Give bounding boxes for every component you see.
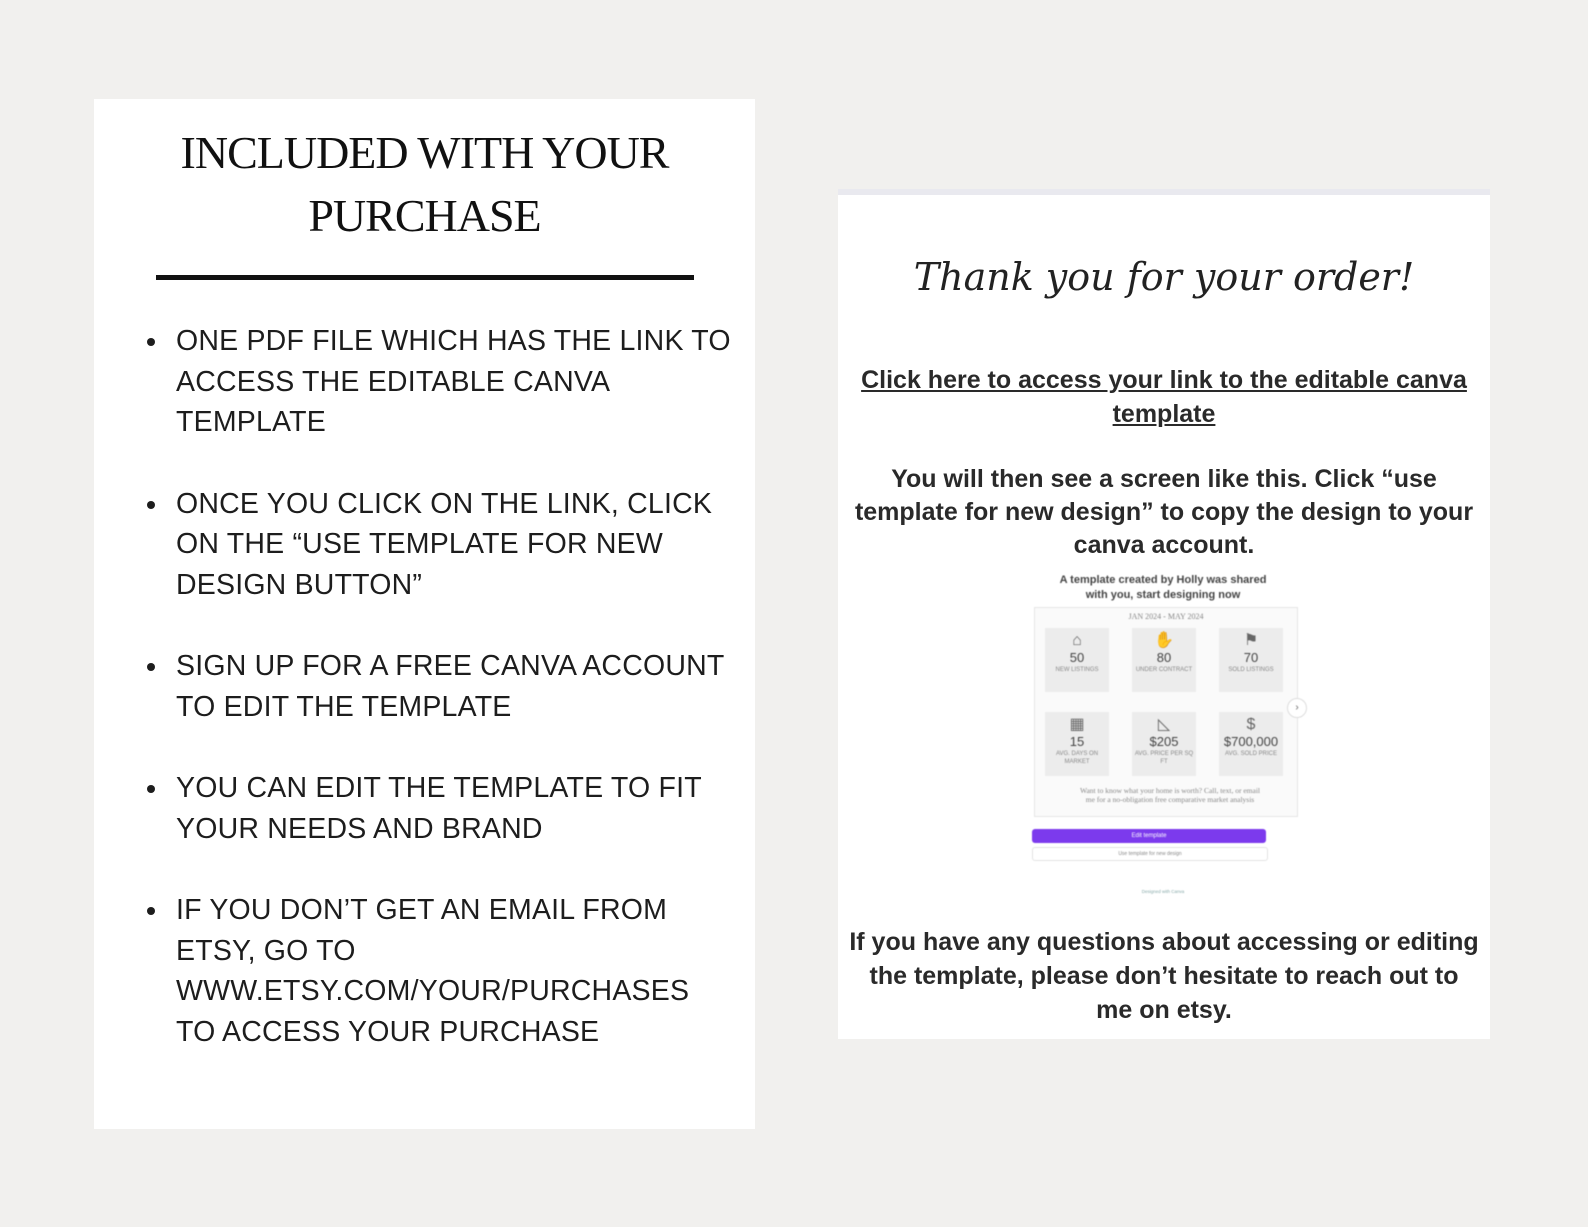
date-range: JAN 2024 - MAY 2024 (1128, 612, 1204, 621)
stat-value: $700,000 (1223, 734, 1279, 749)
share-header (1018, 573, 1308, 603)
use-template-button[interactable]: Use template for new design (1032, 847, 1268, 861)
stat-tile (1045, 628, 1109, 692)
title-divider (156, 275, 694, 280)
included-title (94, 121, 755, 247)
canva-share-screenshot (1018, 573, 1308, 903)
stat-value: 70 (1243, 650, 1259, 665)
edit-template-button[interactable]: Edit template (1032, 829, 1266, 843)
list-item: SIGN UP FOR A FREE CANVA ACCOUNT TO EDIT THE TEMPLATE (176, 646, 736, 727)
stat-value: $205 (1149, 734, 1179, 749)
stat-label: AVG. SOLD PRICE (1225, 751, 1277, 757)
included-title-line1: INCLUDED WITH YOUR (180, 127, 669, 178)
stat-label: AVG. DAYS ON MARKET (1055, 751, 1099, 765)
stat-tile (1132, 712, 1196, 776)
list-item: ONE PDF FILE WHICH HAS THE LINK TO ACCESS THE EDITABLE CANVA TEMPLATE (176, 321, 736, 443)
included-title-line2: PURCHASE (308, 190, 541, 241)
stat-label: UNDER CONTRACT (1135, 667, 1193, 673)
ruler-icon: ◺ (1157, 716, 1171, 733)
stat-value: 50 (1069, 650, 1085, 665)
stat-value: 15 (1069, 734, 1085, 749)
share-header-line1: A template created by Holly was shared (1059, 574, 1267, 586)
instructions-text: You will then see a screen like this. Click “use template for new design” to copy the design to your canva account. (854, 465, 1474, 559)
stat-tile (1219, 628, 1283, 692)
next-arrow-icon[interactable]: › (1287, 698, 1307, 718)
stat-tile (1132, 628, 1196, 692)
template-preview (1034, 607, 1298, 817)
stat-tile (1045, 712, 1109, 776)
included-card (94, 99, 755, 1129)
stat-tile (1219, 712, 1283, 776)
handshake-icon: ✋ (1154, 632, 1174, 649)
stat-label: NEW LISTINGS (1055, 667, 1099, 673)
list-item: IF YOU DON’T GET AN EMAIL FROM ETSY, GO TO WWW.ETSY.COM/YOUR/PURCHASES TO ACCESS YOUR PURCHASE (176, 890, 736, 1052)
included-list (176, 321, 736, 1093)
sold-sign-icon: ⚑ (1243, 632, 1259, 649)
stat-value: 80 (1156, 650, 1172, 665)
calendar-icon: ▦ (1069, 716, 1085, 733)
dollar-icon: $ (1246, 716, 1256, 733)
cma-note: Want to know what your home is worth? Call, text, or email me for a no-obligation free comparative market analysis (1080, 786, 1260, 804)
designed-with-canva: Designed with Canva (1141, 889, 1185, 894)
stat-label: SOLD LISTINGS (1228, 667, 1274, 673)
access-template-link[interactable]: Click here to access your link to the editable canva template (861, 366, 1467, 428)
share-header-line2: with you, start designing now (1085, 589, 1241, 601)
list-item: YOU CAN EDIT THE TEMPLATE TO FIT YOUR NEEDS AND BRAND (176, 768, 736, 849)
pdf-preview-card (838, 189, 1490, 1039)
list-item: ONCE YOU CLICK ON THE LINK, CLICK ON THE “USE TEMPLATE FOR NEW DESIGN BUTTON” (176, 484, 736, 606)
questions-text: If you have any questions about accessing or editing the template, please don’t hesitate to reach out to me on etsy. (849, 928, 1479, 1024)
home-icon: ⌂ (1072, 632, 1082, 649)
thank-you-heading: Thank you for your order! (913, 255, 1415, 299)
stat-label: AVG. PRICE PER SQ FT (1134, 751, 1194, 765)
